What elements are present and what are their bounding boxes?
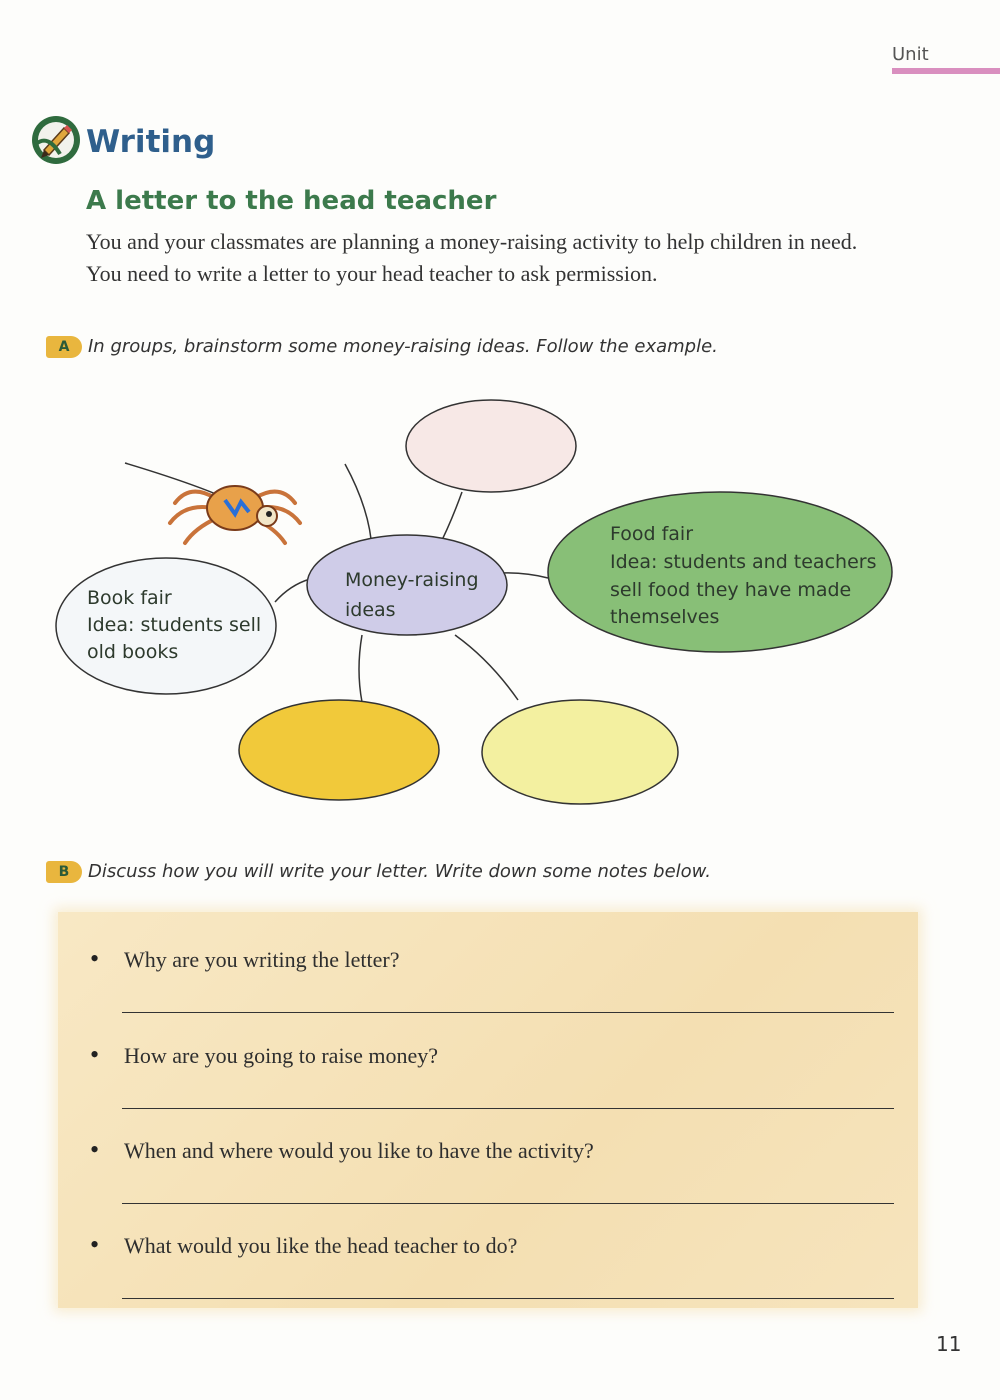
empty-idea-bubble-top [406, 400, 576, 492]
empty-idea-bubble-bottom-left [239, 700, 439, 800]
unit-color-bar [892, 68, 1000, 74]
bullet: • [90, 1135, 100, 1164]
center-bubble-line-2: ideas [345, 599, 396, 621]
empty-idea-bubble-bottom-right [482, 700, 678, 804]
note-item [58, 1224, 918, 1320]
book-fair-line-1: Book fair [87, 587, 172, 609]
note-item [58, 1129, 918, 1225]
answer-line[interactable] [122, 1203, 894, 1204]
answer-line[interactable] [122, 1012, 894, 1013]
task-b-text: Discuss how you will write your letter. Write down some notes below. [88, 861, 711, 882]
book-fair-line-2: Idea: students sell [87, 614, 262, 636]
book-fair-line-3: old books [87, 641, 179, 663]
task-a-instruction [46, 336, 718, 358]
center-bubble-line-1: Money-raising [345, 569, 479, 591]
spider-icon [170, 486, 300, 543]
task-b-instruction [46, 861, 711, 883]
notes-box [58, 912, 918, 1308]
bullet: • [90, 1230, 100, 1259]
mind-map [0, 380, 1000, 840]
bullet: • [90, 944, 100, 973]
note-item [58, 1034, 918, 1130]
pencil-writing-icon [30, 114, 82, 166]
food-fair-line-4: themselves [610, 606, 720, 628]
note-question: How are you going to raise money? [124, 1043, 439, 1068]
task-b-badge: B [46, 861, 82, 883]
bullet: • [90, 1040, 100, 1069]
food-fair-line-2: Idea: students and teachers [610, 551, 877, 573]
task-a-badge: A [46, 336, 82, 358]
note-item [58, 938, 918, 1034]
task-a-text: In groups, brainstorm some money-raising ideas. Follow the example. [88, 336, 718, 357]
note-question: Why are you writing the letter? [124, 947, 400, 972]
answer-line[interactable] [122, 1108, 894, 1109]
food-fair-line-1: Food fair [610, 523, 694, 545]
section-subtitle: A letter to the head teacher [86, 186, 497, 216]
section-title: Writing [86, 124, 216, 160]
note-question: What would you like the head teacher to do? [124, 1233, 518, 1258]
unit-label: Unit [892, 44, 929, 65]
page-number: 11 [936, 1332, 962, 1356]
intro-paragraph: You and your classmates are planning a money-raising activity to help children in need. You need to write a letter to your head teacher to ask permission. [86, 229, 858, 286]
note-question: When and where would you like to have the activity? [124, 1138, 594, 1163]
food-fair-line-3: sell food they have made [610, 579, 852, 601]
answer-line[interactable] [122, 1298, 894, 1299]
